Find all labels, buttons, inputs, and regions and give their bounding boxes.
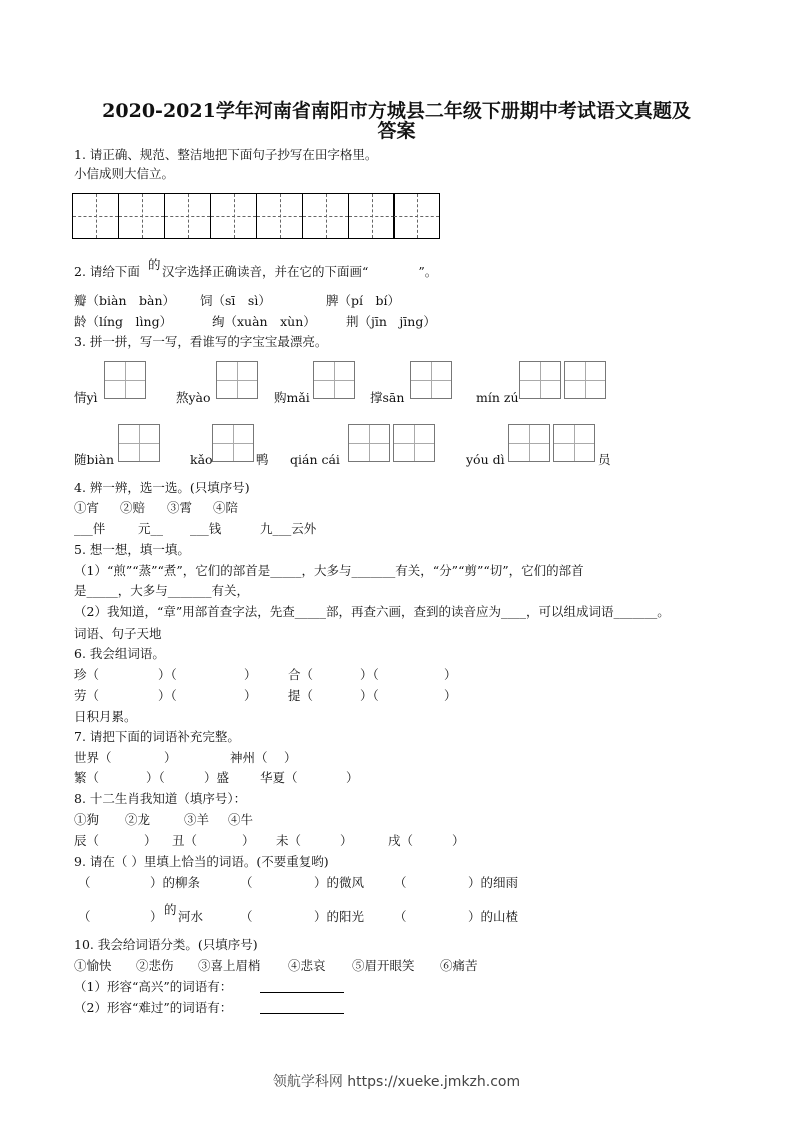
q5-stem: 5. 想一想，填一填。 [74, 542, 190, 557]
q8-stem: 8. 十二生肖我知道（填序号）： [74, 791, 247, 806]
q7-word: 世界（ [74, 750, 112, 765]
q3-grid-cell[interactable] [348, 424, 390, 462]
q7-word: ）盛 [204, 770, 230, 785]
q7-word: 神州（ [230, 750, 268, 765]
q7-word: ） [284, 750, 297, 765]
answer-line[interactable] [260, 1013, 344, 1014]
q10-option: ①愉快 [74, 958, 112, 973]
q10-stem: 10. 我会给词语分类。(只填序号) [74, 937, 258, 952]
tianzige-cell[interactable] [302, 193, 349, 239]
q8-item: 戌（ [388, 833, 414, 848]
tianzige-cell[interactable] [118, 193, 165, 239]
q8-item: 丑（ [172, 833, 198, 848]
q6-word: ）（ [158, 667, 177, 682]
q7-word: ）（ [146, 770, 165, 785]
q3-grid-cell[interactable] [564, 361, 606, 399]
q7-word: ） [346, 770, 359, 785]
q8-option: ②龙 [125, 812, 151, 827]
q3-grid-cell[interactable] [212, 424, 254, 462]
q3-grid-cell[interactable] [104, 361, 146, 399]
q6-word: 劳（ [74, 688, 100, 703]
q4-option: ④陪 [213, 500, 239, 515]
q10-option: ③喜上眉梢 [198, 958, 261, 973]
q8-option: ④牛 [228, 812, 254, 827]
q8-item: 辰（ [74, 833, 100, 848]
page-title-line1: 2020-2021学年河南省南阳市方城县二年级下册期中考试语文真题及 [102, 100, 691, 122]
q1-sentence: 小信成则大信立。 [74, 166, 175, 181]
q9-item: （ [240, 875, 253, 890]
q3-grid-cell[interactable] [393, 424, 435, 462]
q2-stem-b: 汉字选择正确读音，并在它的下面画“ ”。 [162, 264, 438, 279]
q6-word: ） [244, 688, 257, 703]
q8-option: ①狗 [74, 812, 100, 827]
q6-word: ） [444, 667, 457, 682]
q10-option: ⑥痛苦 [440, 958, 478, 973]
footer-watermark: 领航学科网 https://xueke.jmkzh.com [272, 1074, 521, 1090]
q2-item: 龄（líng lìng） [74, 314, 173, 329]
q3-label: 员 [598, 452, 611, 467]
q9-stem: 9. 请在（ ）里填上恰当的词语。(不要重复哟) [74, 854, 329, 869]
q2-item: 饲（sī sì） [200, 293, 271, 308]
q4-blank[interactable]: ___伴 [74, 521, 106, 536]
tianzige-cell[interactable] [72, 193, 119, 239]
q5-line1: （1）“煎”“蒸”“煮”，它们的部首是_____，大多与_______有关，“分”“剪”“切”，它们的部首 [74, 563, 584, 578]
q3-grid-cell[interactable] [118, 424, 160, 462]
tianzige-cell[interactable] [210, 193, 257, 239]
q3-label: 情yì [74, 390, 98, 405]
q10-option: ⑤眉开眼笑 [352, 958, 415, 973]
q8-item: ） [242, 833, 255, 848]
q4-blank[interactable]: 九___云外 [260, 521, 317, 536]
q8-item: ） [340, 833, 353, 848]
section-heading: 日积月累。 [74, 709, 137, 724]
q6-stem: 6. 我会组词语。 [74, 646, 165, 661]
q1-stem: 1. 请正确、规范、整洁地把下面句子抄写在田字格里。 [74, 147, 378, 162]
q8-item: ） [452, 833, 465, 848]
section-heading: 词语、句子天地 [74, 626, 162, 641]
q3-grid-cell[interactable] [410, 361, 452, 399]
q6-word: 珍（ [74, 667, 100, 682]
q7-word: 繁（ [74, 770, 100, 785]
q6-word: ）（ [158, 688, 177, 703]
q9-item: （ [240, 909, 253, 924]
q4-blank[interactable]: ___钱 [190, 521, 222, 536]
q10-option: ④悲哀 [288, 958, 326, 973]
q9-item: ）的微风 [314, 875, 365, 890]
q3-label: yóu dì [466, 452, 505, 467]
tianzige-cell[interactable] [393, 193, 440, 239]
q8-option: ③羊 [184, 812, 210, 827]
q7-word: ） [164, 750, 177, 765]
q9-item: ） [150, 909, 163, 924]
q4-option: ③霄 [167, 500, 193, 515]
q3-label: 随biàn [74, 452, 115, 467]
q9-item: （ [78, 875, 91, 890]
q3-grid-cell[interactable] [508, 424, 550, 462]
tianzige-cell[interactable] [256, 193, 303, 239]
q9-item: （ [394, 909, 407, 924]
q6-word: ）（ [360, 688, 379, 703]
q10-option: ②悲伤 [136, 958, 174, 973]
q4-stem: 4. 辨一辨，选一选。(只填序号) [74, 480, 250, 495]
q6-word: ）（ [360, 667, 379, 682]
q9-item: 河水 [178, 909, 204, 924]
q6-word: 提（ [288, 688, 314, 703]
q8-item: ） [144, 833, 157, 848]
q4-option: ②赔 [120, 500, 146, 515]
q2-item: 瓣（biàn bàn） [74, 293, 176, 308]
q10-line2: （2）形容“难过”的词语有： [74, 1000, 233, 1015]
q1-tianzige-row[interactable] [72, 193, 440, 239]
q5-line3: （2）我知道，“章”用部首查字法，先查_____部，再查六画，查到的读音应为____，可以组成词语_______。 [74, 604, 670, 619]
answer-line[interactable] [260, 992, 344, 993]
q9-item: ）的细雨 [468, 875, 519, 890]
q6-word: ） [444, 688, 457, 703]
q9-item: ）的柳条 [150, 875, 201, 890]
q3-stem: 3. 拼一拼，写一写，看谁写的字宝宝最漂亮。 [74, 334, 328, 349]
q2-stem-a: 2. 请给下面 [74, 264, 140, 279]
q9-item: ）的阳光 [314, 909, 365, 924]
q4-option: ①宵 [74, 500, 100, 515]
q6-word: 合（ [288, 667, 314, 682]
q9-item: 的 [164, 902, 177, 917]
q3-label: qián cái [290, 452, 340, 467]
q3-label: kǎo [190, 452, 213, 467]
q6-word: ） [244, 667, 257, 682]
q2-stem-de: 的 [148, 257, 161, 272]
q3-label: 撑sān [370, 390, 405, 405]
q3-label: mín zú [476, 390, 519, 405]
q2-item: 绚（xuàn xùn） [212, 314, 316, 329]
q7-word: 华夏（ [260, 770, 298, 785]
q5-line2: 是_____，大多与_______有关， [74, 583, 250, 598]
q2-item: 荆（jīn jīng） [346, 314, 436, 329]
q9-item: （ [394, 875, 407, 890]
page-title-line2: 答案 [377, 120, 416, 142]
q7-stem: 7. 请把下面的词语补充完整。 [74, 729, 240, 744]
q3-label: 购mǎi [274, 390, 310, 405]
q3-grid-cell[interactable] [216, 361, 258, 399]
tianzige-cell[interactable] [348, 193, 395, 239]
q4-blank[interactable]: 元__ [138, 521, 164, 536]
tianzige-cell[interactable] [164, 193, 211, 239]
q9-item: ）的山楂 [468, 909, 519, 924]
q3-grid-cell[interactable] [553, 424, 595, 462]
q9-item: （ [78, 909, 91, 924]
q10-line1: （1）形容“高兴”的词语有： [74, 979, 233, 994]
q3-label: 鸭 [256, 452, 269, 467]
q8-item: 未（ [276, 833, 302, 848]
q3-grid-cell[interactable] [519, 361, 561, 399]
q3-grid-cell[interactable] [313, 361, 355, 399]
q3-label: 熬yào [176, 390, 211, 405]
q2-item: 脾（pí bí） [326, 293, 400, 308]
